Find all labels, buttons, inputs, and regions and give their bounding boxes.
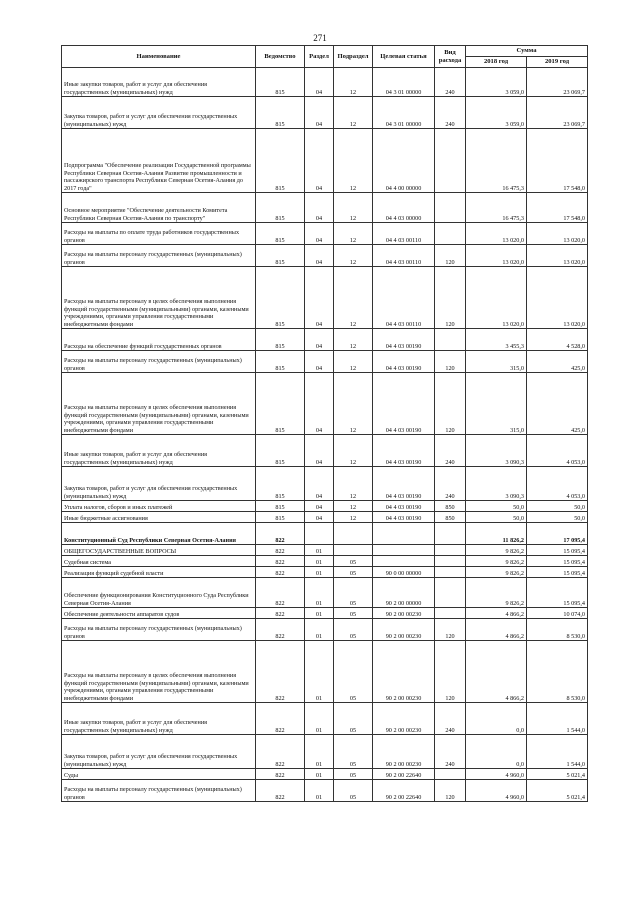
row-dept: 822 [256, 735, 305, 769]
table-row [62, 512, 588, 523]
row-name: Иные бюджетные ассигнования [62, 512, 256, 523]
row-subsection: 05 [334, 578, 373, 608]
header-sum: Сумма [466, 46, 588, 57]
row-section: 04 [305, 467, 334, 501]
row-subsection: 12 [334, 97, 373, 129]
row-exp-type: 240 [435, 97, 466, 129]
row-exp-type [435, 769, 466, 780]
row-amount-2019: 1 544,0 [527, 735, 588, 769]
row-amount-2019: 5 021,4 [527, 780, 588, 802]
row-name: Закупка товаров, работ и услуг для обеспечения государственных (муниципальных) нужд [62, 735, 256, 769]
row-amount-2019: 4 528,0 [527, 329, 588, 351]
table-row [62, 245, 588, 267]
row-name: Расходы на выплаты персоналу государственных (муниципальных) органов [62, 245, 256, 267]
row-amount-2019: 4 053,0 [527, 467, 588, 501]
header-year-2018: 2018 год [466, 57, 527, 68]
row-amount-2018: 3 090,3 [466, 435, 527, 467]
row-name: Подпрограмма "Обеспечение реализации Государственной программы Республики Северная Осетия-Алания Развитие промышленности и пассажирского транспорта Республики Северная Осетия-Алания до 2017 года" [62, 129, 256, 193]
row-section: 01 [305, 545, 334, 556]
row-section [305, 523, 334, 545]
row-dept: 815 [256, 373, 305, 435]
row-dept: 815 [256, 68, 305, 97]
table-row [62, 97, 588, 129]
row-exp-type: 240 [435, 703, 466, 735]
row-section: 01 [305, 619, 334, 641]
header-year-2019: 2019 год [527, 57, 588, 68]
row-amount-2018: 16 475,3 [466, 129, 527, 193]
row-subsection: 05 [334, 769, 373, 780]
row-target: 04 4 03 00190 [373, 512, 435, 523]
row-exp-type [435, 578, 466, 608]
row-target: 04 3 01 00000 [373, 68, 435, 97]
row-dept: 815 [256, 329, 305, 351]
row-dept: 815 [256, 97, 305, 129]
row-amount-2019: 1 544,0 [527, 703, 588, 735]
row-subsection: 05 [334, 735, 373, 769]
row-dept: 822 [256, 780, 305, 802]
row-dept: 815 [256, 129, 305, 193]
table-row [62, 501, 588, 512]
row-amount-2019: 17 095,4 [527, 523, 588, 545]
row-name: Основное мероприятие "Обеспечение деятельности Комитета Республики Северная Осетия-Алания по транспорту" [62, 193, 256, 223]
row-section: 04 [305, 68, 334, 97]
header-exp-type: Вид расхода [435, 46, 466, 68]
row-subsection [334, 523, 373, 545]
row-exp-type: 240 [435, 435, 466, 467]
row-exp-type: 120 [435, 267, 466, 329]
row-section: 04 [305, 512, 334, 523]
row-dept: 815 [256, 467, 305, 501]
budget-table [61, 45, 588, 802]
page-number: 271 [313, 33, 327, 43]
row-target: 90 2 00 00000 [373, 578, 435, 608]
row-amount-2019: 13 020,0 [527, 267, 588, 329]
row-section: 04 [305, 245, 334, 267]
row-amount-2018: 50,0 [466, 501, 527, 512]
row-amount-2019: 5 021,4 [527, 769, 588, 780]
header-subsection: Подраздел [334, 46, 373, 68]
row-name: Обеспечение функционирования Конституционного Суда Республики Северная Осетия-Алания [62, 578, 256, 608]
row-section: 01 [305, 578, 334, 608]
row-amount-2018: 4 866,2 [466, 619, 527, 641]
row-amount-2018: 50,0 [466, 512, 527, 523]
row-section: 04 [305, 501, 334, 512]
row-amount-2018: 9 826,2 [466, 545, 527, 556]
row-dept: 822 [256, 769, 305, 780]
table-row [62, 735, 588, 769]
row-subsection: 12 [334, 245, 373, 267]
row-exp-type [435, 193, 466, 223]
row-subsection: 05 [334, 608, 373, 619]
row-section: 01 [305, 556, 334, 567]
row-name: Расходы на выплаты персоналу государственных (муниципальных) органов [62, 351, 256, 373]
row-section: 04 [305, 351, 334, 373]
row-subsection: 12 [334, 329, 373, 351]
row-exp-type [435, 329, 466, 351]
row-exp-type: 120 [435, 780, 466, 802]
row-exp-type [435, 608, 466, 619]
row-amount-2018: 4 866,2 [466, 641, 527, 703]
row-target: 90 2 00 00230 [373, 619, 435, 641]
row-amount-2019: 4 053,0 [527, 435, 588, 467]
table-row [62, 567, 588, 578]
row-dept: 815 [256, 512, 305, 523]
table-row [62, 619, 588, 641]
row-exp-type: 850 [435, 501, 466, 512]
row-amount-2018: 9 826,2 [466, 567, 527, 578]
row-exp-type [435, 129, 466, 193]
row-amount-2019: 13 020,0 [527, 223, 588, 245]
row-target: 90 2 00 22640 [373, 780, 435, 802]
row-amount-2019: 425,0 [527, 373, 588, 435]
row-exp-type: 240 [435, 68, 466, 97]
row-amount-2018: 3 059,0 [466, 68, 527, 97]
row-section: 04 [305, 97, 334, 129]
row-amount-2019: 23 069,7 [527, 68, 588, 97]
row-subsection: 12 [334, 68, 373, 97]
row-subsection: 05 [334, 641, 373, 703]
row-dept: 822 [256, 619, 305, 641]
header-name: Наименование [62, 46, 256, 68]
row-subsection: 05 [334, 703, 373, 735]
row-amount-2018: 4 866,2 [466, 608, 527, 619]
row-dept: 822 [256, 578, 305, 608]
row-amount-2019: 15 095,4 [527, 567, 588, 578]
row-name: ОБЩЕГОСУДАРСТВЕННЫЕ ВОПРОСЫ [62, 545, 256, 556]
row-amount-2018: 315,0 [466, 373, 527, 435]
row-subsection: 12 [334, 435, 373, 467]
row-subsection: 12 [334, 129, 373, 193]
row-section: 01 [305, 608, 334, 619]
row-exp-type: 120 [435, 373, 466, 435]
row-dept: 822 [256, 608, 305, 619]
row-amount-2018: 3 090,3 [466, 467, 527, 501]
row-name: Расходы на выплаты персоналу в целях обеспечения выполнения функций государственными (муниципальными) органами, казенными учреждениями, органами управления государственными внебюджетными фондами [62, 373, 256, 435]
row-name: Расходы на выплаты персоналу в целях обеспечения выполнения функций государственными (муниципальными) органами, казенными учреждениями, органами управления государственными внебюджетными фондами [62, 267, 256, 329]
row-amount-2018: 16 475,3 [466, 193, 527, 223]
row-name: Расходы на обеспечение функций государственных органов [62, 329, 256, 351]
row-dept: 822 [256, 523, 305, 545]
row-name: Расходы на выплаты персоналу государственных (муниципальных) органов [62, 619, 256, 641]
row-name: Расходы на выплаты персоналу государственных (муниципальных) органов [62, 780, 256, 802]
table-row [62, 545, 588, 556]
row-name: Реализация функций судебной власти [62, 567, 256, 578]
table-row [62, 329, 588, 351]
row-subsection [334, 545, 373, 556]
row-section: 04 [305, 373, 334, 435]
row-target [373, 545, 435, 556]
row-target: 90 0 00 00000 [373, 567, 435, 578]
row-amount-2018: 3 455,3 [466, 329, 527, 351]
row-amount-2018: 13 020,0 [466, 267, 527, 329]
table-row [62, 373, 588, 435]
row-amount-2018: 11 826,2 [466, 523, 527, 545]
row-name: Иные закупки товаров, работ и услуг для обеспечения государственных (муниципальных) нужд [62, 68, 256, 97]
row-dept: 822 [256, 703, 305, 735]
row-dept: 815 [256, 351, 305, 373]
row-amount-2018: 0,0 [466, 703, 527, 735]
table-row [62, 523, 588, 545]
row-name: Расходы на выплаты по оплате труда работников государственных органов [62, 223, 256, 245]
row-section: 04 [305, 193, 334, 223]
table-row [62, 193, 588, 223]
row-amount-2019: 13 020,0 [527, 245, 588, 267]
table-row [62, 68, 588, 97]
row-amount-2019: 15 095,4 [527, 545, 588, 556]
table-row [62, 351, 588, 373]
row-dept: 822 [256, 567, 305, 578]
row-amount-2018: 0,0 [466, 735, 527, 769]
row-target: 04 4 03 00000 [373, 193, 435, 223]
row-name: Иные закупки товаров, работ и услуг для обеспечения государственных (муниципальных) нужд [62, 703, 256, 735]
row-exp-type [435, 523, 466, 545]
row-target: 04 4 03 00190 [373, 351, 435, 373]
row-amount-2019: 17 548,0 [527, 193, 588, 223]
row-section: 01 [305, 780, 334, 802]
row-section: 04 [305, 223, 334, 245]
row-amount-2019: 10 074,0 [527, 608, 588, 619]
table-row [62, 769, 588, 780]
row-dept: 815 [256, 193, 305, 223]
row-amount-2018: 9 826,2 [466, 556, 527, 567]
row-amount-2018: 13 020,0 [466, 223, 527, 245]
row-dept: 822 [256, 545, 305, 556]
row-name: Иные закупки товаров, работ и услуг для обеспечения государственных (муниципальных) нужд [62, 435, 256, 467]
row-target: 04 4 03 00110 [373, 267, 435, 329]
row-amount-2019: 425,0 [527, 351, 588, 373]
row-target [373, 556, 435, 567]
row-subsection: 12 [334, 467, 373, 501]
table-row [62, 129, 588, 193]
table-row [62, 578, 588, 608]
table-row [62, 780, 588, 802]
row-exp-type: 120 [435, 351, 466, 373]
row-section: 04 [305, 435, 334, 467]
row-dept: 815 [256, 245, 305, 267]
row-name: Обеспечение деятельности аппаратов судов [62, 608, 256, 619]
row-amount-2019: 50,0 [527, 501, 588, 512]
row-exp-type [435, 223, 466, 245]
row-subsection: 12 [334, 193, 373, 223]
row-target: 90 2 00 00230 [373, 608, 435, 619]
row-name: Конституционный Суд Республики Северная Осетия-Алания [62, 523, 256, 545]
row-subsection: 12 [334, 373, 373, 435]
table-row [62, 641, 588, 703]
header-dept: Ведомство [256, 46, 305, 68]
row-amount-2018: 315,0 [466, 351, 527, 373]
row-subsection: 12 [334, 267, 373, 329]
row-amount-2019: 15 095,4 [527, 556, 588, 567]
row-subsection: 05 [334, 780, 373, 802]
row-section: 01 [305, 769, 334, 780]
row-exp-type: 120 [435, 641, 466, 703]
row-target: 04 4 03 00190 [373, 467, 435, 501]
row-target: 04 4 03 00110 [373, 223, 435, 245]
row-amount-2018: 3 059,0 [466, 97, 527, 129]
row-section: 01 [305, 735, 334, 769]
row-section: 01 [305, 703, 334, 735]
row-dept: 815 [256, 267, 305, 329]
row-amount-2019: 8 530,0 [527, 619, 588, 641]
row-subsection: 05 [334, 567, 373, 578]
row-subsection: 12 [334, 223, 373, 245]
row-dept: 822 [256, 556, 305, 567]
row-dept: 815 [256, 501, 305, 512]
row-target: 90 2 00 00230 [373, 641, 435, 703]
row-section: 04 [305, 129, 334, 193]
row-amount-2019: 15 095,4 [527, 578, 588, 608]
row-exp-type: 120 [435, 245, 466, 267]
row-name: Суды [62, 769, 256, 780]
row-exp-type [435, 556, 466, 567]
row-name: Закупка товаров, работ и услуг для обеспечения государственных (муниципальных) нужд [62, 467, 256, 501]
row-dept: 822 [256, 641, 305, 703]
row-exp-type: 240 [435, 735, 466, 769]
table-row [62, 435, 588, 467]
header-section: Раздел [305, 46, 334, 68]
row-subsection: 05 [334, 556, 373, 567]
row-subsection: 05 [334, 619, 373, 641]
row-amount-2018: 4 960,0 [466, 780, 527, 802]
row-amount-2018: 4 960,0 [466, 769, 527, 780]
row-target: 04 4 03 00110 [373, 245, 435, 267]
row-name: Уплата налогов, сборов и иных платежей [62, 501, 256, 512]
row-target [373, 523, 435, 545]
table-row [62, 556, 588, 567]
row-section: 01 [305, 641, 334, 703]
row-exp-type: 240 [435, 467, 466, 501]
row-target: 90 2 00 00230 [373, 703, 435, 735]
row-exp-type [435, 567, 466, 578]
row-target: 90 2 00 00230 [373, 735, 435, 769]
row-amount-2018: 13 020,0 [466, 245, 527, 267]
row-name: Расходы на выплаты персоналу в целях обеспечения выполнения функций государственными (муниципальными) органами, казенными учреждениями, органами управления государственными внебюджетными фондами [62, 641, 256, 703]
row-exp-type [435, 545, 466, 556]
row-target: 04 4 03 00190 [373, 373, 435, 435]
row-dept: 815 [256, 435, 305, 467]
row-target: 04 4 00 00000 [373, 129, 435, 193]
row-amount-2019: 8 530,0 [527, 641, 588, 703]
row-name: Закупка товаров, работ и услуг для обеспечения государственных (муниципальных) нужд [62, 97, 256, 129]
row-dept: 815 [256, 223, 305, 245]
row-target: 04 4 03 00190 [373, 501, 435, 512]
row-section: 04 [305, 329, 334, 351]
row-exp-type: 120 [435, 619, 466, 641]
row-section: 01 [305, 567, 334, 578]
row-amount-2018: 9 826,2 [466, 578, 527, 608]
row-target: 04 4 03 00190 [373, 329, 435, 351]
table-row [62, 703, 588, 735]
row-section: 04 [305, 267, 334, 329]
table-row [62, 267, 588, 329]
row-exp-type: 850 [435, 512, 466, 523]
row-amount-2019: 50,0 [527, 512, 588, 523]
row-target: 90 2 00 22640 [373, 769, 435, 780]
row-subsection: 12 [334, 501, 373, 512]
row-amount-2019: 17 548,0 [527, 129, 588, 193]
table-row [62, 467, 588, 501]
row-target: 04 4 03 00190 [373, 435, 435, 467]
table-row [62, 223, 588, 245]
row-subsection: 12 [334, 351, 373, 373]
row-name: Судебная система [62, 556, 256, 567]
row-target: 04 3 01 00000 [373, 97, 435, 129]
table-row [62, 608, 588, 619]
header-target: Целевая статья [373, 46, 435, 68]
row-subsection: 12 [334, 512, 373, 523]
row-amount-2019: 23 069,7 [527, 97, 588, 129]
